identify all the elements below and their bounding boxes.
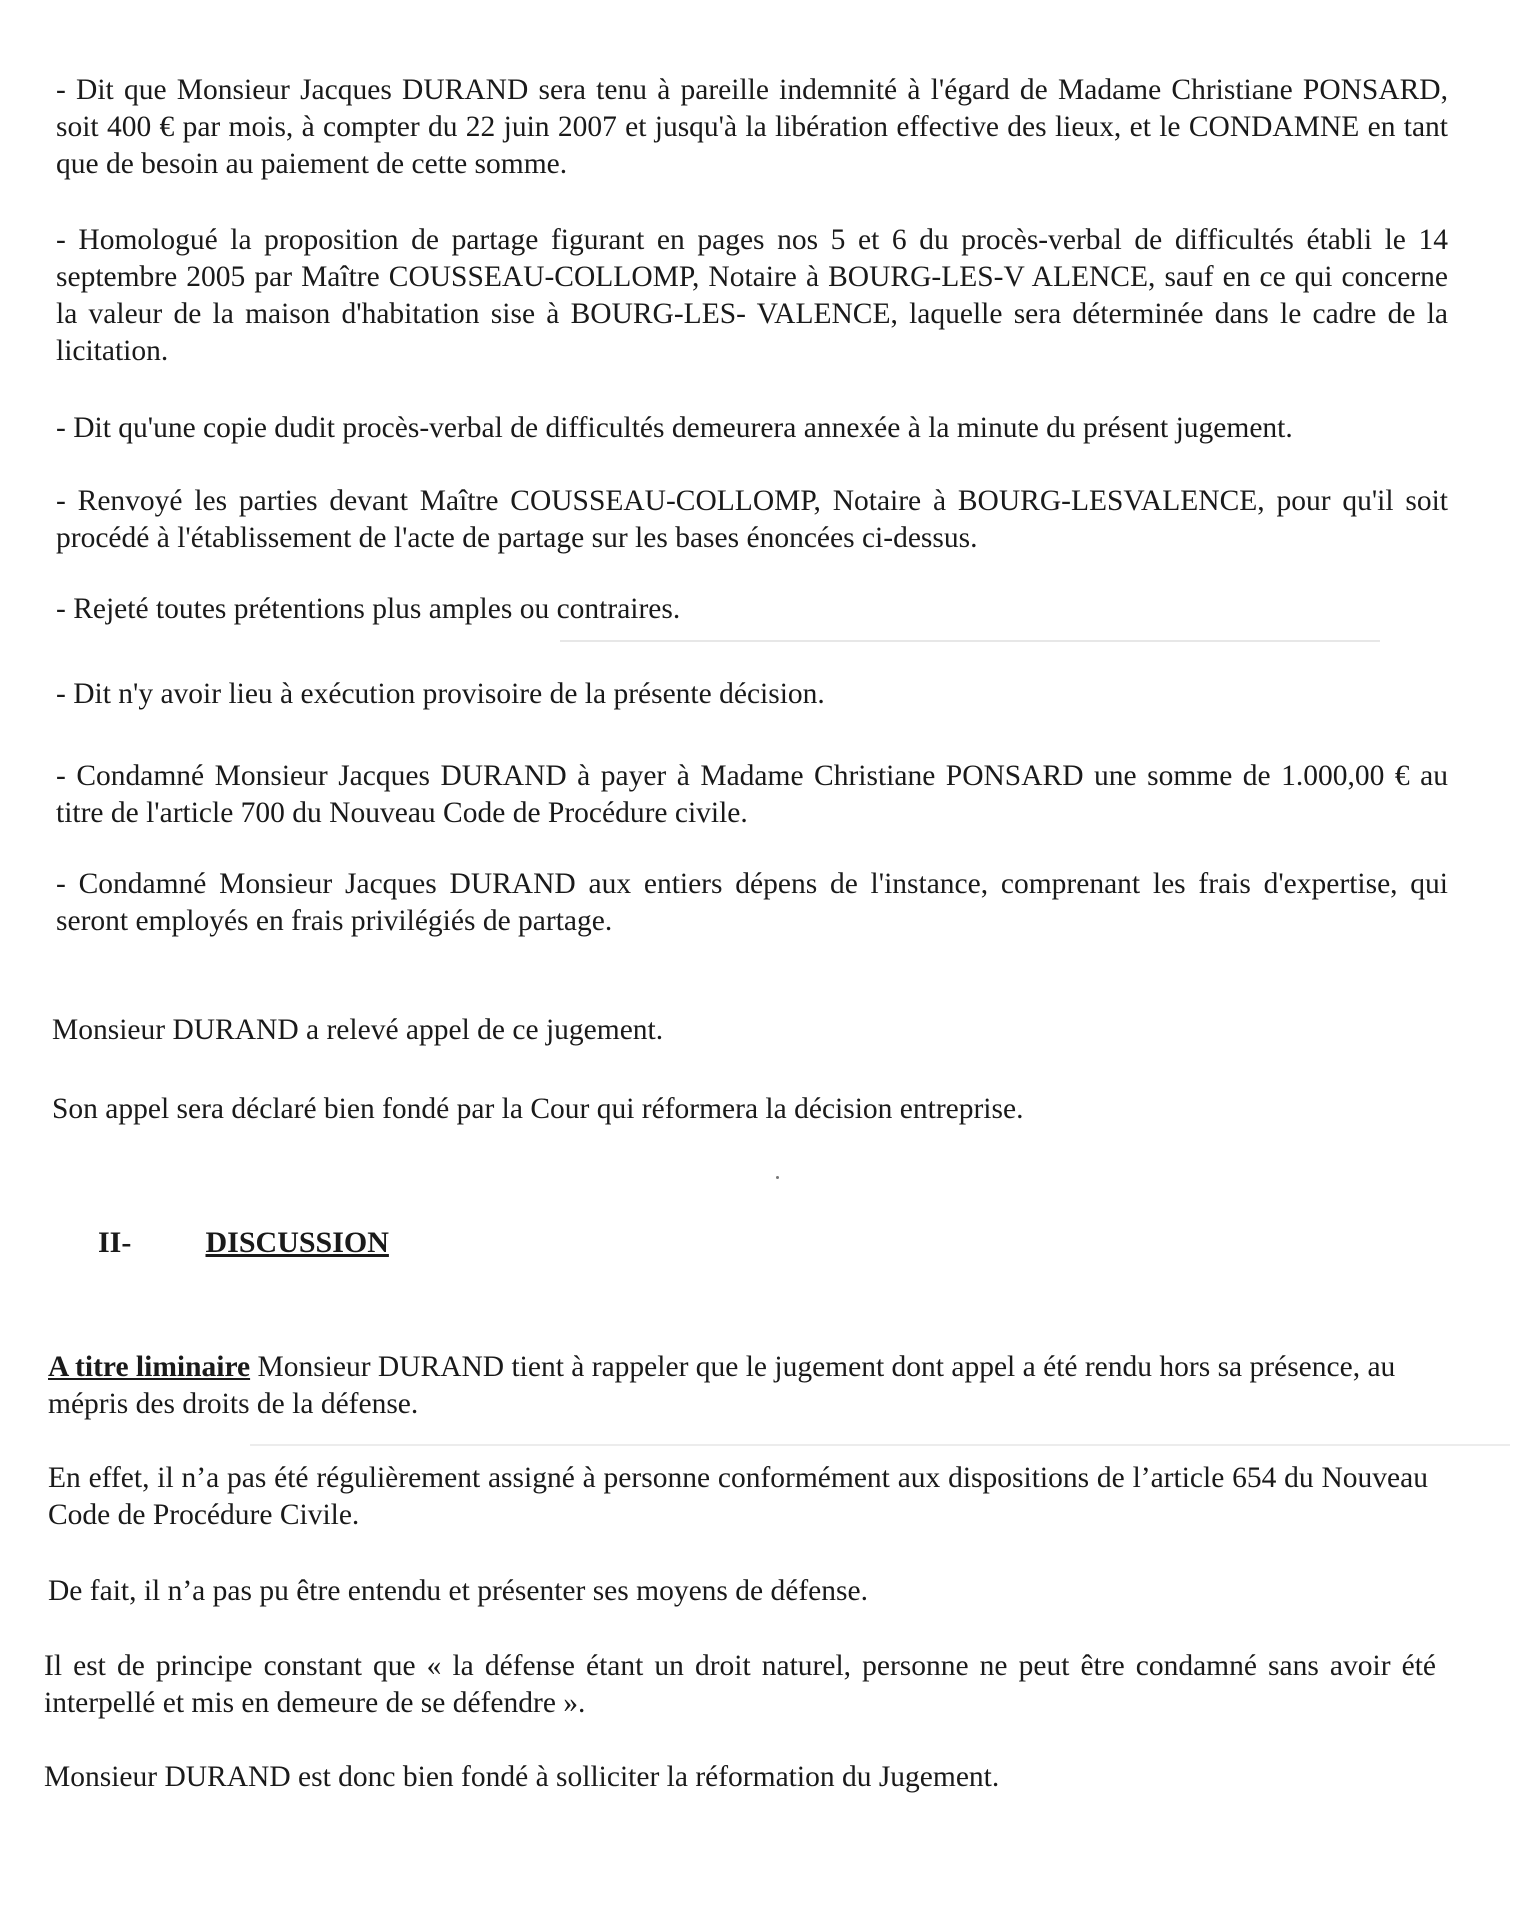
scan-artifact-line: [560, 640, 1380, 642]
paragraph-condamne-depens: - Condamné Monsieur Jacques DURAND aux entiers dépens de l'instance, comprenant les frais d'expertise, qui seront employés en frais privilégiés de partage.: [56, 868, 1448, 937]
paragraph-titre-liminaire: [48, 1349, 1408, 1423]
paragraph-copie: - Dit qu'une copie dudit procès-verbal de difficultés demeurera annexée à la minute du présent jugement.: [56, 412, 1293, 444]
lead-paragraph-text: Monsieur DURAND tient à rappeler que le jugement dont appel a été rendu hors sa présence, au mépris des droits de la défense.: [48, 1351, 1396, 1420]
paragraph-condamne-article-700: - Condamné Monsieur Jacques DURAND à payer à Madame Christiane PONSARD une somme de 1.000,00 € au titre de l'article 700 du Nouveau Code de Procédure civile.: [56, 760, 1448, 829]
paragraph-homologue: - Homologué la proposition de partage figurant en pages nos 5 et 6 du procès-verbal de difficultés établi le 14 septembre 2005 par Maître COUSSEAU-COLLOMP, Notaire à BOURG-LES-V ALENCE, sauf en ce qui concerne la valeur de la maison d'habitation sise à BOURG-LES- VALENCE, laquelle sera déterminée dans le cadre de la licitation.: [56, 224, 1448, 367]
paragraph-appel: Monsieur DURAND a relevé appel de ce jugement.: [52, 1014, 664, 1046]
paragraph-principe: Il est de principe constant que « la défense étant un droit naturel, personne ne peut être condamné sans avoir été interpellé et mis en demeure de se défendre ».: [44, 1650, 1436, 1719]
paragraph-execution: - Dit n'y avoir lieu à exécution provisoire de la présente décision.: [56, 678, 825, 710]
section-number: II-: [98, 1226, 132, 1259]
paragraph-en-effet: En effet, il n’a pas été régulièrement assigné à personne conformément aux dispositions de l’article 654 du Nouveau Code de Procédure Civile.: [48, 1462, 1428, 1531]
paragraph-conclusion: Monsieur DURAND est donc bien fondé à solliciter la réformation du Jugement.: [44, 1761, 1000, 1793]
section-title: DISCUSSION: [205, 1226, 389, 1259]
lead-phrase: A titre liminaire: [48, 1351, 251, 1383]
paragraph-rejete: - Rejeté toutes prétentions plus amples ou contraires.: [56, 593, 681, 625]
paragraph-renvoye: - Renvoyé les parties devant Maître COUSSEAU-COLLOMP, Notaire à BOURG-LESVALENCE, pour qu'il soit procédé à l'établissement de l'acte de partage sur les bases énoncées ci-dessus.: [56, 485, 1448, 554]
scan-artifact-line-2: [250, 1444, 1510, 1446]
paragraph-indemnite: - Dit que Monsieur Jacques DURAND sera tenu à pareille indemnité à l'égard de Madame Christiane PONSARD, soit 400 € par mois, à compter du 22 juin 2007 et jusqu'à la libération effective des lieux, et le CONDAMNE en tant que de besoin au paiement de cette somme.: [56, 74, 1448, 180]
section-heading: [98, 1226, 389, 1260]
scan-artifact-dot: [776, 1176, 779, 1179]
paragraph-appel-fonde: Son appel sera déclaré bien fondé par la Cour qui réformera la décision entreprise.: [52, 1093, 1024, 1125]
paragraph-de-fait: De fait, il n’a pas pu être entendu et présenter ses moyens de défense.: [48, 1575, 868, 1607]
